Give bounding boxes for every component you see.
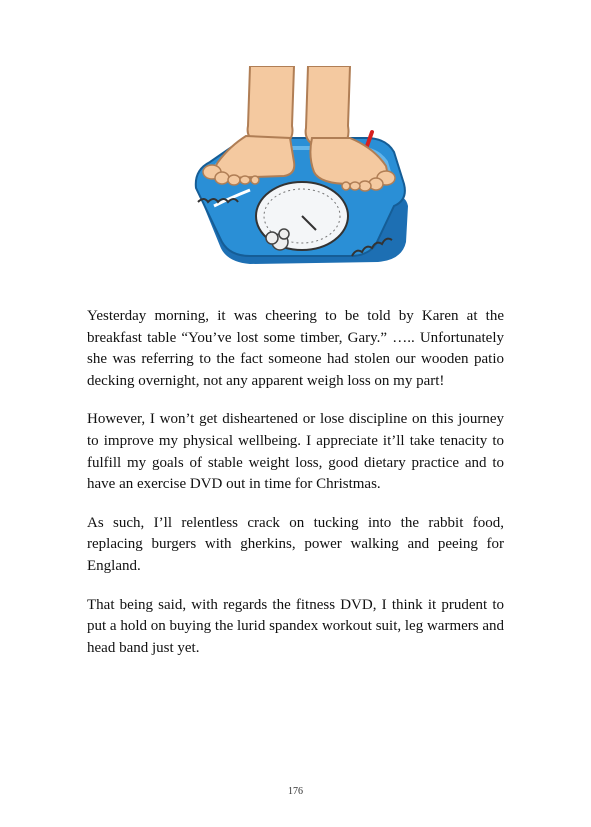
bathroom-scale-with-feet-icon bbox=[190, 66, 416, 276]
paragraph-1: Yesterday morning, it was cheering to be told by Karen at the breakfast table “You’ve lost some timber, Gary.” ….. Unfortunately she was referring to the fact someone had stolen our wooden patio decking overnight, not any apparent weigh loss on my part! bbox=[87, 308, 504, 389]
body-text bbox=[87, 306, 504, 676]
paragraph-2: However, I won’t get disheartened or lose discipline on this journey to improve my physical wellbeing. I appreciate it’ll take tenacity to fulfill my goals of stable weight loss, good dietary practice and to have an exercise DVD out in time for Christmas. bbox=[87, 411, 504, 493]
paragraph-4: That being said, with regards the fitness DVD, I think it prudent to put a hold on buying the lurid spandex workout suit, leg warmers and head band just yet. bbox=[87, 596, 505, 656]
paragraph-3: As such, I’ll relentless crack on tucking into the rabbit food, replacing burgers with gherkins, power walking and peeing for England. bbox=[87, 514, 504, 574]
page-number: 176 bbox=[288, 786, 303, 797]
